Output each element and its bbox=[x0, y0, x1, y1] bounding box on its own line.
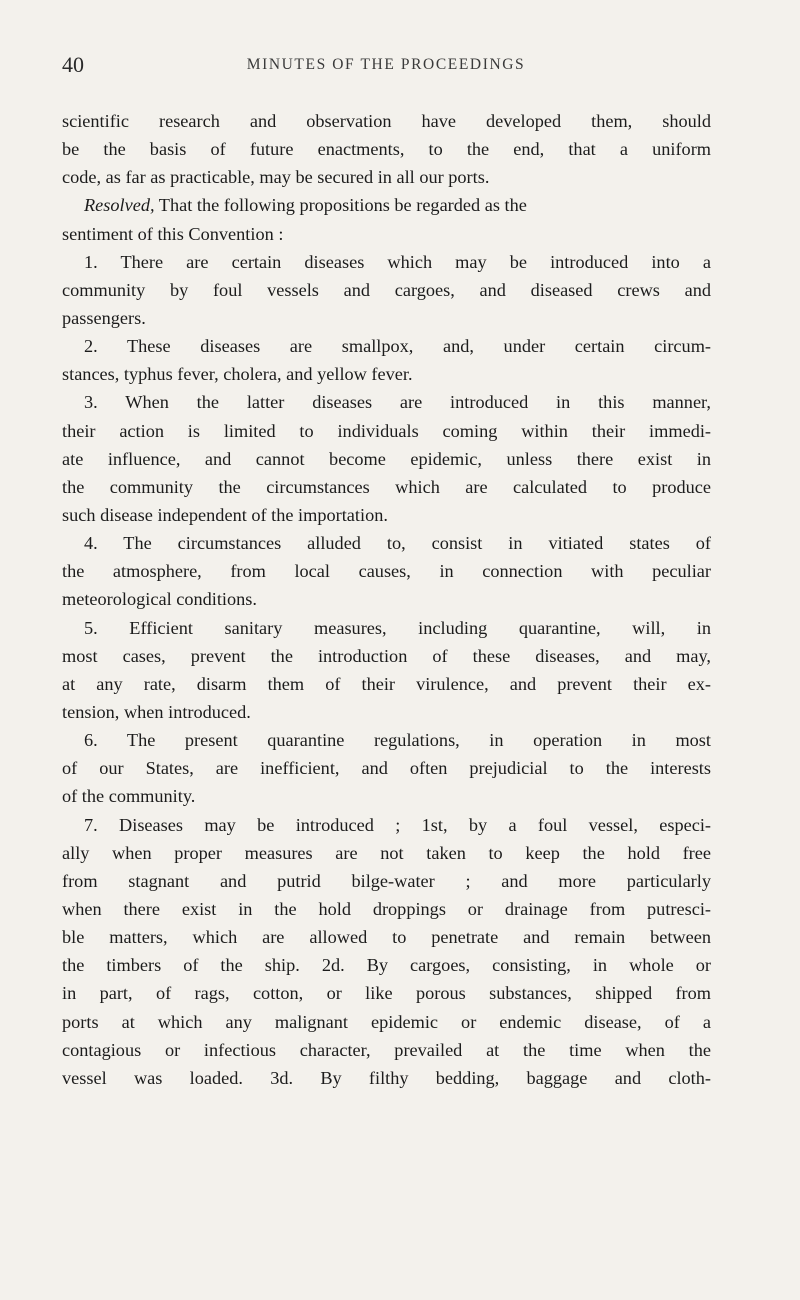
text-line: be the basis of future enactments, to the end, that a uniform bbox=[62, 139, 711, 160]
text-line: 3. When the latter diseases are introduced in this manner, bbox=[84, 392, 711, 413]
text-line: passengers. bbox=[62, 307, 146, 328]
text-line: in part, of rags, cotton, or like porous substances, shipped from bbox=[62, 983, 711, 1004]
text-line: such disease independent of the importation. bbox=[62, 504, 388, 525]
body-text bbox=[62, 107, 711, 1092]
text-line: 6. The present quarantine regulations, in operation in most bbox=[84, 730, 711, 751]
page-number: 40 bbox=[62, 52, 84, 77]
text-line: when there exist in the hold droppings or drainage from putresci- bbox=[62, 898, 711, 919]
text-line: ate influence, and cannot become epidemic, unless there exist in bbox=[62, 448, 711, 469]
text-line: of the community. bbox=[62, 786, 196, 807]
page-header bbox=[62, 50, 710, 80]
text-line: ble matters, which are allowed to penetrate and remain between bbox=[62, 927, 711, 948]
text-line: ports at which any malignant epidemic or endemic disease, of a bbox=[62, 1011, 711, 1032]
resolved-word: Resolved, bbox=[84, 195, 155, 216]
text-line: 1. There are certain diseases which may be introduced into a bbox=[84, 251, 711, 272]
text-line: of our States, are inefficient, and often prejudicial to the interests bbox=[62, 758, 711, 779]
text-line: community by foul vessels and cargoes, and diseased crews and bbox=[62, 279, 711, 300]
text-line: the timbers of the ship. 2d. By cargoes, consisting, in whole or bbox=[62, 955, 711, 976]
text-line: stances, typhus fever, cholera, and yellow fever. bbox=[62, 364, 413, 385]
text-line: 7. Diseases may be introduced ; 1st, by a foul vessel, especi- bbox=[84, 814, 711, 835]
text-line: most cases, prevent the introduction of these diseases, and may, bbox=[62, 645, 711, 666]
text-line: the community the circumstances which are calculated to produce bbox=[62, 476, 711, 497]
text-line: 5. Efficient sanitary measures, including quarantine, will, in bbox=[84, 617, 711, 638]
text-line: That the following propositions be regarded as the bbox=[154, 195, 527, 216]
text-line: the atmosphere, from local causes, in connection with peculiar bbox=[62, 561, 711, 582]
resolution-line bbox=[62, 191, 711, 219]
text-line: from stagnant and putrid bilge-water ; and more particularly bbox=[62, 870, 711, 891]
text-line: at any rate, disarm them of their virulence, and prevent their ex- bbox=[62, 673, 711, 694]
text-line: tension, when introduced. bbox=[62, 701, 251, 722]
text-line: vessel was loaded. 3d. By filthy bedding, baggage and cloth- bbox=[62, 1067, 711, 1088]
text-line: contagious or infectious character, prevailed at the time when the bbox=[62, 1039, 711, 1060]
text-line: meteorological conditions. bbox=[62, 589, 257, 610]
text-line: their action is limited to individuals coming within their immedi- bbox=[62, 420, 711, 441]
text-line: 2. These diseases are smallpox, and, under certain circum- bbox=[84, 336, 711, 357]
running-head: MINUTES OF THE PROCEEDINGS bbox=[246, 56, 526, 73]
text-line: 4. The circumstances alluded to, consist in vitiated states of bbox=[84, 533, 711, 554]
text-line: code, as far as practicable, may be secured in all our ports. bbox=[62, 167, 490, 188]
text-line: scientific research and observation have developed them, should bbox=[62, 111, 711, 131]
text-line: sentiment of this Convention : bbox=[62, 223, 284, 244]
text-line: ally when proper measures are not taken to keep the hold free bbox=[62, 842, 711, 863]
